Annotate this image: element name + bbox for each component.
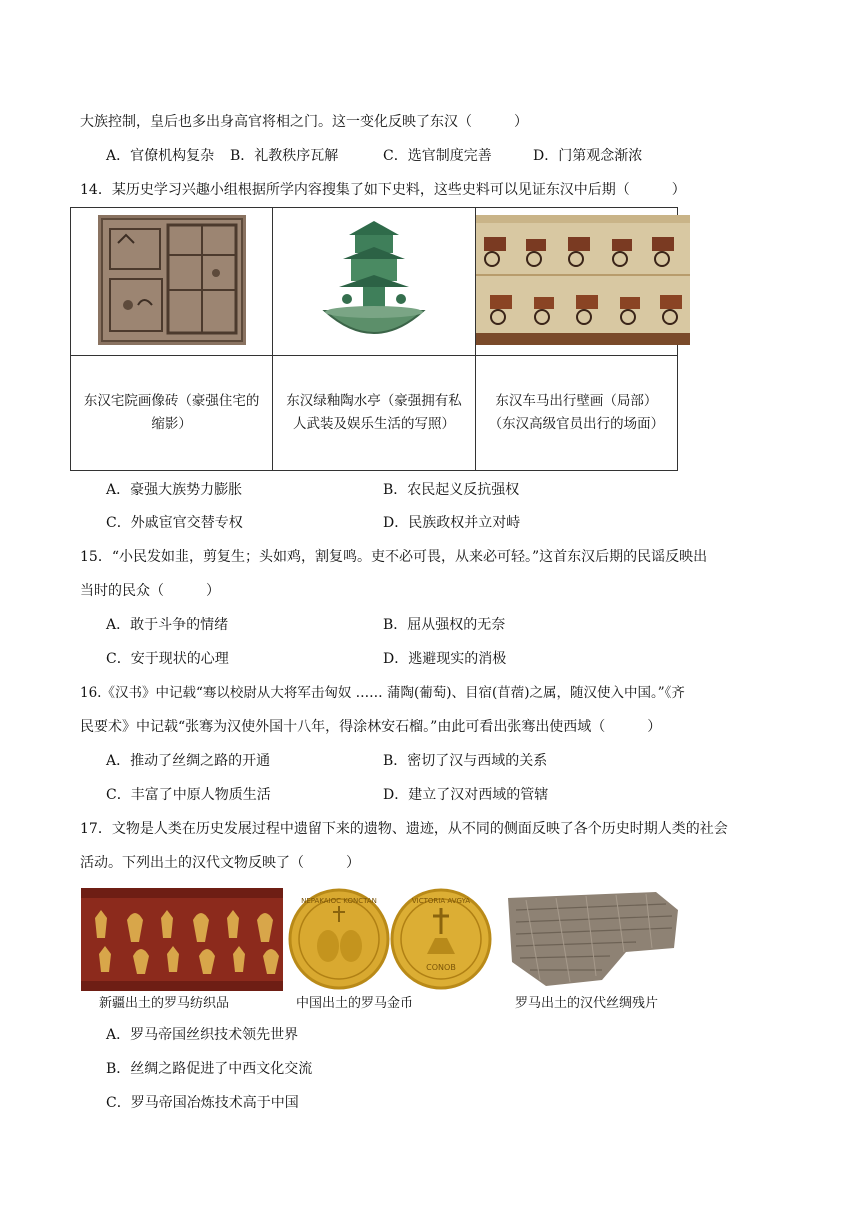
q16-stem-line2: 民要术》中记载“张骞为汉使外国十八年，得涂林安石榴。”由此可看出张骞出使西域（ ）: [80, 719, 662, 735]
source-cell-pavilion: [273, 208, 475, 356]
q17-option-c: C．罗马帝国冶炼技术高于中国: [106, 1095, 299, 1111]
q17-option-a: A．罗马帝国丝织技术领先世界: [106, 1027, 299, 1043]
q14-option-a: A．豪强大族势力膨胀: [106, 482, 243, 498]
source-cell-brick: [71, 208, 273, 356]
q13-option-d: D．门第观念渐浓: [533, 148, 643, 164]
green-glaze-pavilion-image: [319, 215, 429, 345]
q13-option-a: A．官僚机构复杂: [106, 148, 215, 164]
brick-relief-image: [98, 215, 246, 345]
q15-option-b: B．屈从强权的无奈: [383, 617, 506, 633]
coin-left-legend: NEPAKAIOC KONCTAN: [301, 897, 377, 905]
han-silk-fragment-image: [506, 890, 680, 990]
q15-option-a: A．敢于斗争的情绪: [106, 617, 229, 633]
q16-stem-line1: 16.《汉书》中记载“骞以校尉从大将军击匈奴 …… 蒲陶(葡萄)、目宿(苜蓿)之属，随汉使入中国。”《齐: [80, 685, 685, 701]
q16-option-b: B．密切了汉与西域的关系: [383, 753, 548, 769]
q17-option-b: B．丝绸之路促进了中西文化交流: [106, 1061, 313, 1077]
q16-option-a: A．推动了丝绸之路的开通: [106, 753, 271, 769]
q14-option-c: C．外戚宦官交替专权: [106, 515, 243, 531]
q13-stem-tail: 大族控制，皇后也多出身高官将相之门。这一变化反映了东汉（ ）: [80, 114, 528, 130]
q14-source-table: [70, 207, 678, 471]
coin-exergue: CONOB: [426, 963, 456, 972]
source-cell-mural: [475, 208, 677, 356]
q15-option-d: D．逃避现实的消极: [383, 651, 507, 667]
q15-option-c: C．安于现状的心理: [106, 651, 229, 667]
q17-stem-line2: 活动。下列出土的汉代文物反映了（ ）: [80, 855, 360, 871]
q16-option-d: D．建立了汉对西域的管辖: [383, 787, 549, 803]
caption-roman-textile: 新疆出土的罗马纺织品: [99, 996, 230, 1011]
q14-stem: 14．某历史学习兴趣小组根据所学内容搜集了如下史料，这些史料可以见证东汉中后期（ ）: [80, 182, 686, 198]
q15-stem-line1: 15．“小民发如韭，剪复生；头如鸡，割复鸣。吏不必可畏，从来必可轻。”这首东汉后期的民谣反映出: [80, 549, 708, 565]
q14-option-d: D．民族政权并立对峙: [383, 515, 521, 531]
q14-option-b: B．农民起义反抗强权: [383, 482, 520, 498]
q13-option-b: B．礼教秩序瓦解: [230, 148, 339, 164]
roman-gold-coins-image: [288, 888, 493, 991]
caption-roman-gold-coins: 中国出土的罗马金币: [296, 996, 414, 1011]
roman-textile-image: [81, 888, 283, 991]
q13-option-c: C．选官制度完善: [383, 148, 492, 164]
source-caption-brick: 东汉宅院画像砖（豪强住宅的缩影）: [71, 356, 273, 471]
caption-han-silk-fragment: 罗马出土的汉代丝绸残片: [515, 996, 659, 1011]
q17-stem-line1: 17．文物是人类在历史发展过程中遗留下来的遗物、遗迹，从不同的侧面反映了各个历史时期人类的社会: [80, 821, 728, 837]
q15-stem-line2: 当时的民众（ ）: [80, 583, 220, 599]
coin-right-legend: VICTORIA AVGYA: [411, 897, 471, 905]
source-caption-mural: 东汉车马出行壁画（局部）（东汉高级官员出行的场面）: [475, 356, 677, 471]
chariot-mural-image: [476, 215, 690, 345]
q16-option-c: C．丰富了中原人物质生活: [106, 787, 271, 803]
source-caption-pavilion: 东汉绿釉陶水亭（豪强拥有私人武装及娱乐生活的写照）: [273, 356, 475, 471]
